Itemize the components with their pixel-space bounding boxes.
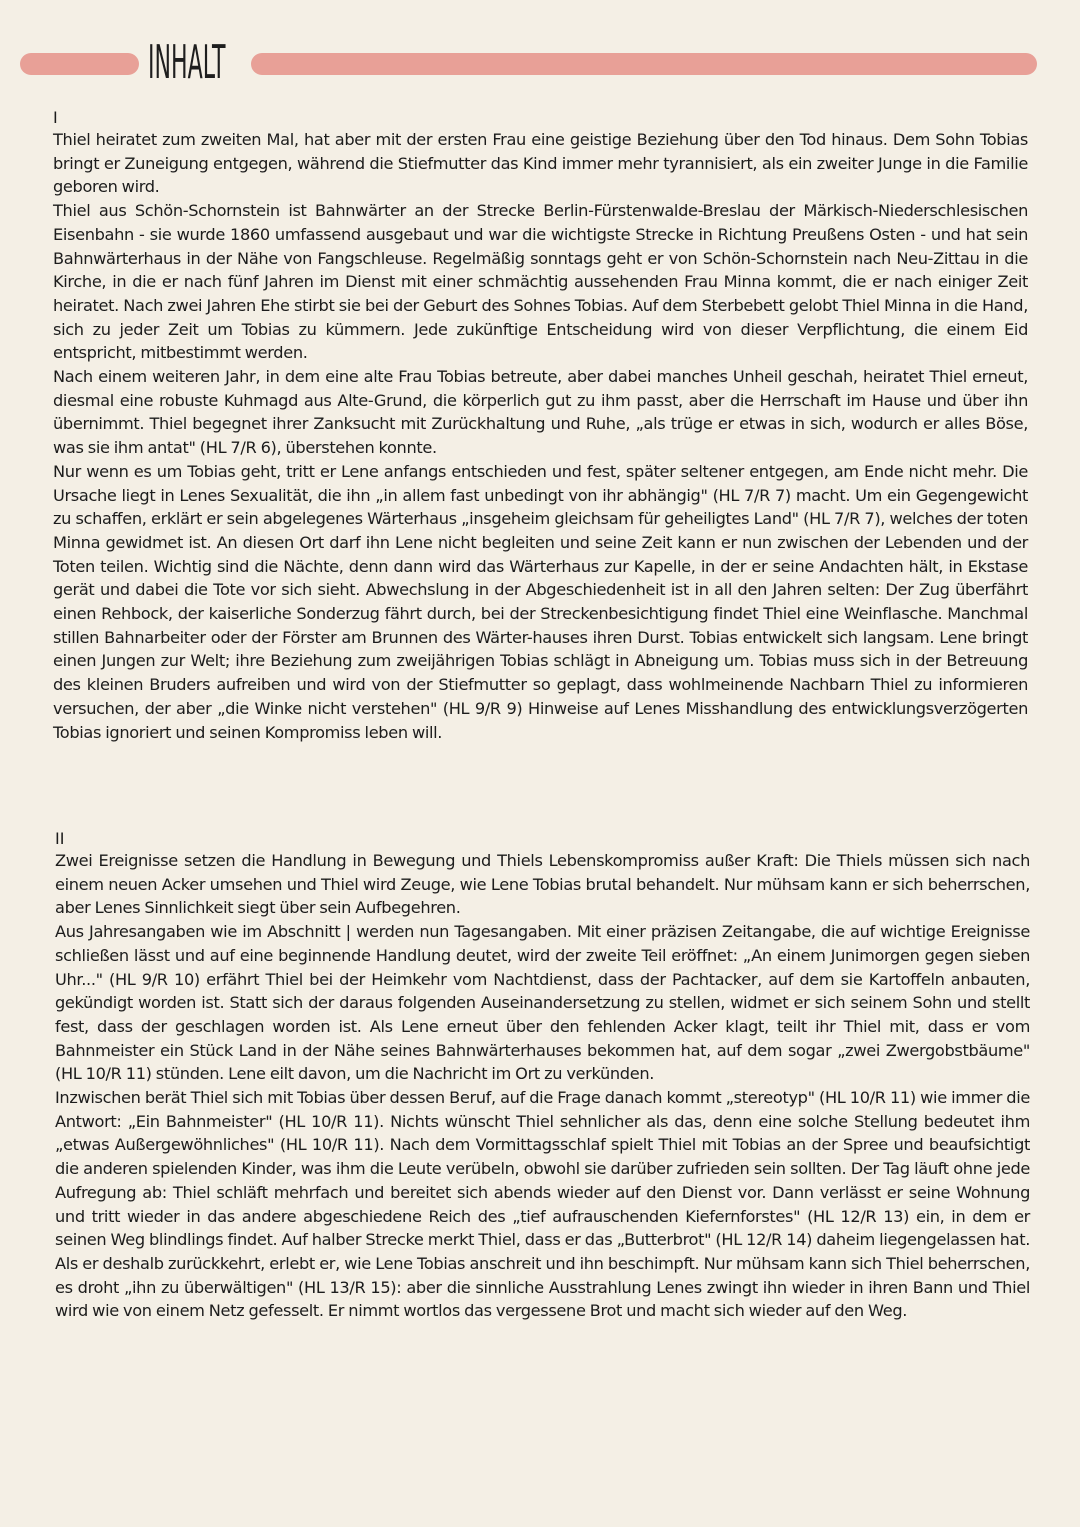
decorative-bar-right [251,53,1037,75]
paragraph: Zwei Ereignisse setzen die Handlung in Bewegung und Thiels Lebenskompromiss außer Kraft: Die Thiels müssen sich nach einem neuen Acker umsehen und Thiel wird Zeuge, wie Lene Tobias brutal behandelt. Nur mühsam kann er sich beherrschen, aber Lenes Sinnlichkeit siegt über sein Aufbegehren. [55,851,1030,918]
paragraph: Aus Jahresangaben wie im Abschnitt | werden nun Tagesangaben. Mit einer präzisen Zeitangabe, die auf wichtige Ereignisse schließen lässt und auf eine beginnende Handlung deutet, wird der zweite Teil eröffnet: „An einem Junimorgen gegen sieben Uhr..." (HL 9/R 10) erfährt Thiel bei der Heimkehr vom Nachtdienst, dass der Pachtacker, auf dem sie Kartoffeln anbauten, gekündigt worden ist. Statt sich der daraus folgenden Auseinandersetzung zu stellen, widmet er sich seinem Sohn und stellt fest, dass der geschlagen worden ist. Als Lene erneut über den fehlenden Acker klagt, teilt ihr Thiel mit, dass er vom Bahnmeister ein Stück Land in der Nähe seines Bahnwärterhauses bekommen hat, auf dem sogar „zwei Zwergobstbäume" (HL 10/R 11) stünden. Lene eilt davon, um die Nachricht im Ort zu verkünden. [55,922,1030,1084]
section-two [55,829,1030,1323]
decorative-bar-left [20,53,139,75]
page-title: INHALT [148,35,226,89]
page-header [0,0,1080,100]
section-marker: I [53,108,58,127]
paragraph: Nur wenn es um Tobias geht, tritt er Lene anfangs entschieden und fest, später seltener entgegen, am Ende nicht mehr. Die Ursache liegt in Lenes Sexualität, die ihn „in allem fast unbedingt von ihr abhängig" (HL 7/R 7) macht. Um ein Gegengewicht zu schaffen, erklärt er sein abgelegenes Wärterhaus „insgeheim gleichsam für geheiligtes Land" (HL 7/R 7), welches der toten Minna gewidmet ist. An diesen Ort darf ihn Lene nicht begleiten und seine Zeit kann er nun zwischen der Lebenden und der Toten teilen. Wichtig sind die Nächte, denn dann wird das Wärterhaus zur Kapelle, in der er seine Andachten hält, in Ekstase gerät und dabei die Tote vor sich sieht. Abwechslung in der Abgeschiedenheit ist in all den Jahren selten: Der Zug überfährt einen Rehbock, der kaiserliche Sonderzug fährt durch, bei der Streckenbesichtigung findet Thiel eine Weinflasche. Manchmal stillen Bahnarbeiter oder der Förster am Brunnen des Wärter-hauses ihren Durst. Tobias entwickelt sich langsam. Lene bringt einen Jungen zur Welt; ihre Beziehung zum zweijährigen Tobias schlägt in Abneigung um. Tobias muss sich in der Betreuung des kleinen Bruders aufreiben und wird von der Stiefmutter so geplagt, dass wohlmeinende Nachbarn Thiel zu informieren versuchen, der aber „die Winke nicht verstehen" (HL 9/R 9) Hinweise auf Lenes Misshandlung des entwicklungsverzögerten Tobias ignoriert und seinen Kompromiss leben will. [53,461,1028,742]
section-one [53,108,1028,744]
paragraph: Nach einem weiteren Jahr, in dem eine alte Frau Tobias betreute, aber dabei manches Unheil geschah, heiratet Thiel erneut, diesmal eine robuste Kuhmagd aus Alte-Grund, die körperlich gut zu ihm passt, aber die Herrschaft im Hause und über ihn übernimmt. Thiel begegnet ihrer Zanksucht mit Zurückhaltung und Ruhe, „als trüge er etwas in sich, wodurch er alles Böse, was sie ihm antat" (HL 7/R 6), überstehen konnte. [53,367,1028,458]
paragraph: Inzwischen berät Thiel sich mit Tobias über dessen Beruf, auf die Frage danach kommt „stereotyp" (HL 10/R 11) wie immer die Antwort: „Ein Bahnmeister" (HL 10/R 11). Nichts wünscht Thiel sehnlicher als das, denn eine solche Stellung bedeutet ihm „etwas Außergewöhnliches" (HL 10/R 11). Nach dem Vormittagsschlaf spielt Thiel mit Tobias an der Spree und beaufsichtigt die anderen spielenden Kinder, was ihm die Leute verübeln, obwohl sie darüber zufrieden sein sollten. Der Tag läuft ohne jede Aufregung ab: Thiel schläft mehrfach und bereitet sich abends wieder auf den Dienst vor. Dann verlässt er seine Wohnung und tritt wieder in das andere abgeschiedene Reich des „tief aufrauschenden Kiefernforstes" (HL 12/R 13) ein, in dem er seinen Weg blindlings findet. Auf halber Strecke merkt Thiel, dass er das „Butterbrot" (HL 12/R 14) daheim liegengelassen hat. Als er deshalb zurückkehrt, erlebt er, wie Lene Tobias anschreit und ihn beschimpft. Nur mühsam kann sich Thiel beherrschen, es droht „ihn zu überwältigen" (HL 13/R 15): aber die sinnliche Ausstrahlung Lenes zwingt ihn wieder in ihren Bann und Thiel wird wie von einem Netz gefesselt. Er nimmt wortlos das vergessene Brot und macht sich wieder auf den Weg. [55,1088,1030,1321]
paragraph: Thiel aus Schön-Schornstein ist Bahnwärter an der Strecke Berlin-Fürstenwalde-Breslau der Märkisch-Niederschlesischen Eisenbahn - sie wurde 1860 umfassend ausgebaut und war die wichtigste Strecke in Richtung Preußens Osten - und hat sein Bahnwärterhaus in der Nähe von Fangschleuse. Regelmäßig sonntags geht er von Schön-Schornstein nach Neu-Zittau in die Kirche, in die er nach fünf Jahren im Dienst mit einer schmächtig aussehenden Frau Minna kommt, die er nach einiger Zeit heiratet. Nach zwei Jahren Ehe stirbt sie bei der Geburt des Sohnes Tobias. Auf dem Sterbebett gelobt Thiel Minna in die Hand, sich zu jeder Zeit um Tobias zu kümmern. Jede zukünftige Entscheidung wird von dieser Verpflichtung, die einem Eid entspricht, mitbestimmt werden. [53,201,1028,363]
paragraph: Thiel heiratet zum zweiten Mal, hat aber mit der ersten Frau eine geistige Beziehung über den Tod hinaus. Dem Sohn Tobias bringt er Zuneigung entgegen, während die Stiefmutter das Kind immer mehr tyrannisiert, als ein zweiter Junge in die Familie geboren wird. [53,130,1028,197]
section-marker: II [55,829,65,848]
